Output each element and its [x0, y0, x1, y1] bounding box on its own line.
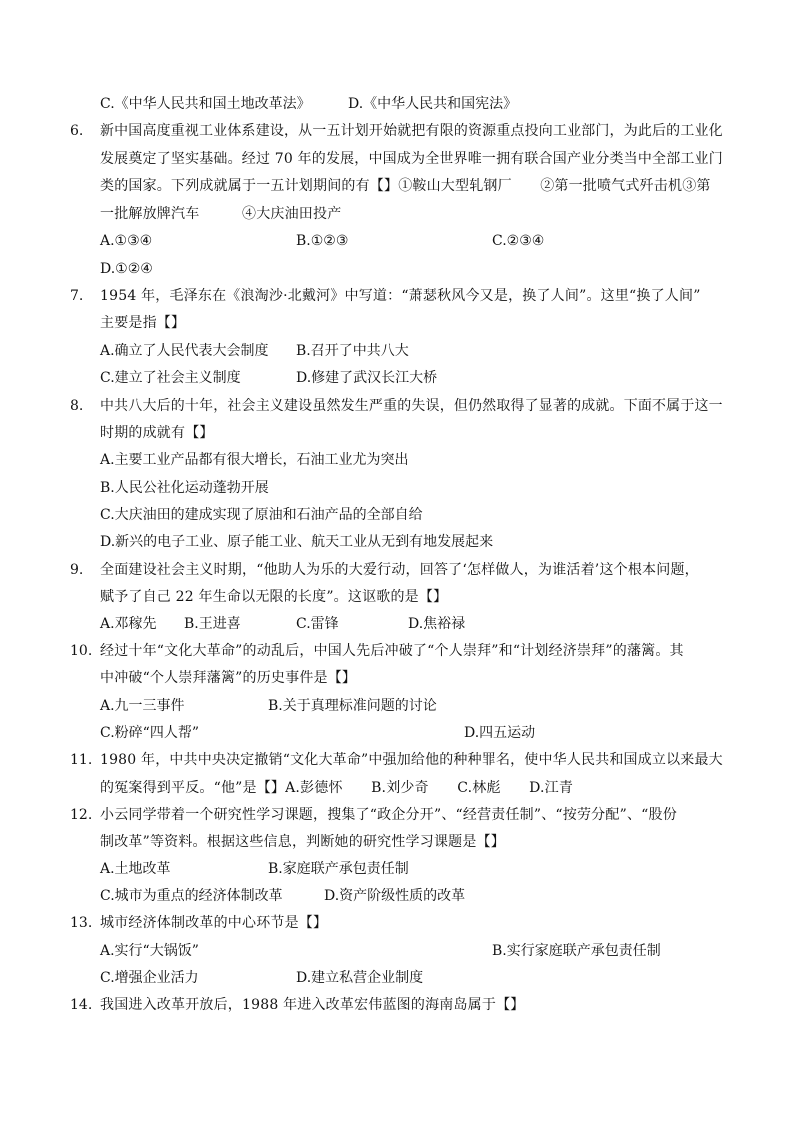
q10-option-b: B.关于真理标准问题的讨论: [268, 698, 437, 714]
q13-line1: 城市经济体制改革的中心环节是【】: [100, 915, 328, 931]
q9-option-a: A.邓稼先: [100, 616, 157, 632]
q6-option-b: B.①②③: [296, 233, 349, 249]
q13-option-a: A.实行“大锅饭”: [100, 943, 199, 959]
q10-line1: 经过十年“文化大革命”的动乱后，中国人先后冲破了“个人崇拜”和“计划经济崇拜”的藩篱。其: [100, 643, 684, 659]
q7-option-b: B.召开了中共八大: [296, 343, 409, 359]
q11-line2: 的冤案得到平反。“他”是【】A.彭德怀 B.刘少奇 C.林彪 D.江青: [100, 780, 574, 796]
q10-number: 10.: [70, 643, 93, 659]
q6-line4: 一批解放牌汽车 ④大庆油田投产: [100, 206, 342, 222]
q11-number: 11.: [70, 752, 93, 768]
q10-line2: 中冲破“个人崇拜藩篱”的历史事件是【】: [100, 670, 357, 686]
q6-line1: 新中国高度重视工业体系建设，从一五计划开始就把有限的资源重点投向工业部门，为此后的工业化: [100, 123, 723, 139]
q6-line2: 发展奠定了坚实基础。经过 70 年的发展，中国成为全世界唯一拥有联合国产业分类当中全部工业门: [100, 151, 723, 167]
q14-line1: 我国进入改革开放后，1988 年进入改革宏伟蓝图的海南岛属于【】: [100, 997, 525, 1013]
q7-line2: 主要是指【】: [100, 315, 186, 331]
q12-line2: 制改革”等资料。根据这些信息，判断她的研究性学习课题是【】: [100, 834, 505, 850]
q12-option-b: B.家庭联产承包责任制: [268, 861, 409, 877]
q7-number: 7.: [70, 288, 84, 304]
q8-option-b: B.人民公社化运动蓬勃开展: [100, 480, 269, 496]
q8-line1: 中共八大后的十年，社会主义建设虽然发生严重的失误，但仍然取得了显著的成就。下面不属于这一: [100, 398, 723, 414]
q8-number: 8.: [70, 398, 84, 414]
q8-option-c: C.大庆油田的建成实现了原油和石油产品的全部自给: [100, 507, 423, 523]
q9-option-b: B.王进喜: [184, 616, 241, 632]
q6-line3: 类的国家。下列成就属于一五计划期间的有【】①鞍山大型轧钢厂 ②第一批喷气式歼击机③第: [100, 178, 711, 194]
q5-option-c: C.《中华人民共和国土地改革法》: [100, 96, 311, 112]
q9-option-d: D.焦裕禄: [408, 616, 466, 632]
q10-option-a: A.九一三事件: [100, 698, 185, 714]
q9-option-c: C.雷锋: [296, 616, 339, 632]
q7-option-a: A.确立了人民代表大会制度: [100, 343, 269, 359]
q8-line2: 时期的成就有【】: [100, 425, 214, 441]
q10-option-c: C.粉碎“四人帮”: [100, 725, 199, 741]
q8-option-d: D.新兴的电子工业、原子能工业、航天工业从无到有地发展起来: [100, 534, 494, 550]
q12-option-d: D.资产阶级性质的改革: [324, 888, 466, 904]
q9-line1: 全面建设社会主义时期，“他助人为乐的大爱行动，回答了‘怎样做人，为谁活着’这个根本问题，: [100, 562, 699, 578]
q13-number: 13.: [70, 915, 93, 931]
q6-option-a: A.①③④: [100, 233, 153, 249]
q6-option-d: D.①②④: [100, 261, 153, 277]
q12-option-a: A.土地改革: [100, 861, 171, 877]
q12-line1: 小云同学带着一个研究性学习课题，搜集了“政企分开”、“经营责任制”、“按劳分配”、“股份: [100, 807, 677, 823]
q14-number: 14.: [70, 997, 93, 1013]
q12-option-c: C.城市为重点的经济体制改革: [100, 888, 283, 904]
q12-number: 12.: [70, 807, 93, 823]
q6-number: 6.: [70, 123, 84, 139]
q10-option-d: D.四五运动: [464, 725, 536, 741]
q9-number: 9.: [70, 562, 84, 578]
q11-line1: 1980 年，中共中央决定撤销“文化大革命”中强加给他的种种罪名，使中华人民共和国成立以来最大: [100, 752, 723, 768]
q8-option-a: A.主要工业产品都有很大增长，石油工业尤为突出: [100, 452, 409, 468]
q9-line2: 赋予了自己 22 年生命以无限的长度”。这讴歌的是【】: [100, 589, 448, 605]
q6-option-c: C.②③④: [492, 233, 545, 249]
q5-option-d: D.《中华人民共和国宪法》: [348, 96, 518, 112]
q7-option-c: C.建立了社会主义制度: [100, 370, 241, 386]
q7-line1: 1954 年，毛泽东在《浪淘沙·北戴河》中写道：“萧瑟秋风今又是，换了人间”。这里“换了人间”: [100, 288, 701, 304]
q13-option-d: D.建立私营企业制度: [296, 970, 424, 986]
q7-option-d: D.修建了武汉长江大桥: [296, 370, 438, 386]
q13-option-b: B.实行家庭联产承包责任制: [492, 943, 661, 959]
q13-option-c: C.增强企业活力: [100, 970, 199, 986]
